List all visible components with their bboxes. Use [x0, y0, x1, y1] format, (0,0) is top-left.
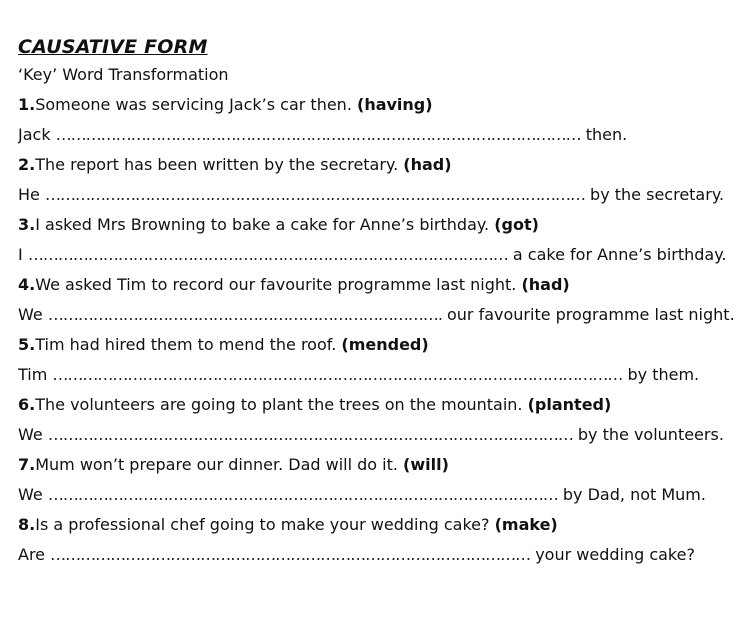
answer-line-3: [18, 240, 744, 270]
answer-line-5: [18, 360, 744, 390]
question-sentence: Mum won’t prepare our dinner. Dad will do it.: [35, 455, 404, 474]
key-word: (having): [357, 95, 433, 114]
question-number: 7.: [18, 455, 36, 474]
question-number: 2.: [18, 155, 36, 174]
question-number: 5.: [18, 335, 36, 354]
question-sentence: Someone was servicing Jack’s car then.: [35, 95, 357, 114]
key-word: (will): [403, 455, 449, 474]
answer-start: We: [18, 485, 48, 504]
answer-blank[interactable]: ……………………………………………………………………………………………: [55, 125, 581, 144]
question-3: [18, 210, 744, 240]
key-word: (mended): [341, 335, 429, 354]
answer-blank[interactable]: ……………………………………………………………………………………………: [47, 425, 573, 444]
question-1: [18, 90, 744, 120]
question-5: [18, 330, 744, 360]
question-sentence: I asked Mrs Browning to bake a cake for Anne’s birthday.: [35, 215, 495, 234]
answer-line-2: [18, 180, 744, 210]
answer-end: your wedding cake?: [530, 545, 695, 564]
answer-start: He: [18, 185, 45, 204]
answer-blank[interactable]: ……………………………………………………………………………………: [50, 545, 531, 564]
answer-start: We: [18, 305, 48, 324]
answer-blank[interactable]: …………………………………………………………………….: [47, 305, 442, 324]
question-sentence: Tim had hired them to mend the roof.: [35, 335, 342, 354]
question-7: [18, 450, 744, 480]
question-4: [18, 270, 744, 300]
answer-line-4: [18, 300, 744, 330]
question-sentence: Is a professional chef going to make your wedding cake?: [35, 515, 495, 534]
answer-line-8: [18, 540, 744, 570]
question-number: 1.: [18, 95, 36, 114]
worksheet-title: CAUSATIVE FORM: [18, 36, 208, 58]
answer-end: a cake for Anne’s birthday.: [507, 245, 727, 264]
answer-line-7: [18, 480, 744, 510]
question-number: 8.: [18, 515, 36, 534]
worksheet: [18, 34, 744, 570]
answer-line-1: [18, 120, 744, 150]
question-number: 6.: [18, 395, 36, 414]
answer-end: by them.: [622, 365, 700, 384]
answer-start: I: [18, 245, 28, 264]
key-word: (had): [403, 155, 452, 174]
answer-end: then.: [580, 125, 628, 144]
question-sentence: The volunteers are going to plant the trees on the mountain.: [35, 395, 528, 414]
answer-blank[interactable]: …………………………………………………………………………………………: [47, 485, 558, 504]
answer-end: by the secretary.: [584, 185, 725, 204]
answer-blank[interactable]: ……………………………………………………………………………………: [27, 245, 508, 264]
answer-line-6: [18, 420, 744, 450]
answer-end: our favourite programme last night.: [441, 305, 735, 324]
question-6: [18, 390, 744, 420]
question-number: 3.: [18, 215, 36, 234]
answer-end: by the volunteers.: [572, 425, 724, 444]
answer-end: by Dad, not Mum.: [557, 485, 706, 504]
worksheet-subtitle: ‘Key’ Word Transformation: [18, 65, 229, 84]
key-word: (had): [521, 275, 570, 294]
question-2: [18, 150, 744, 180]
answer-blank[interactable]: ………………………………………………………………………………………………: [44, 185, 585, 204]
answer-start: Tim: [18, 365, 53, 384]
question-number: 4.: [18, 275, 36, 294]
answer-blank[interactable]: ……………………………………………………………………………………………………: [52, 365, 623, 384]
key-word: (planted): [527, 395, 612, 414]
key-word: (got): [494, 215, 539, 234]
answer-start: Are: [18, 545, 51, 564]
answer-start: We: [18, 425, 48, 444]
question-sentence: The report has been written by the secretary.: [35, 155, 404, 174]
question-sentence: We asked Tim to record our favourite programme last night.: [35, 275, 522, 294]
key-word: (make): [494, 515, 558, 534]
answer-start: Jack: [18, 125, 56, 144]
question-8: [18, 510, 744, 540]
